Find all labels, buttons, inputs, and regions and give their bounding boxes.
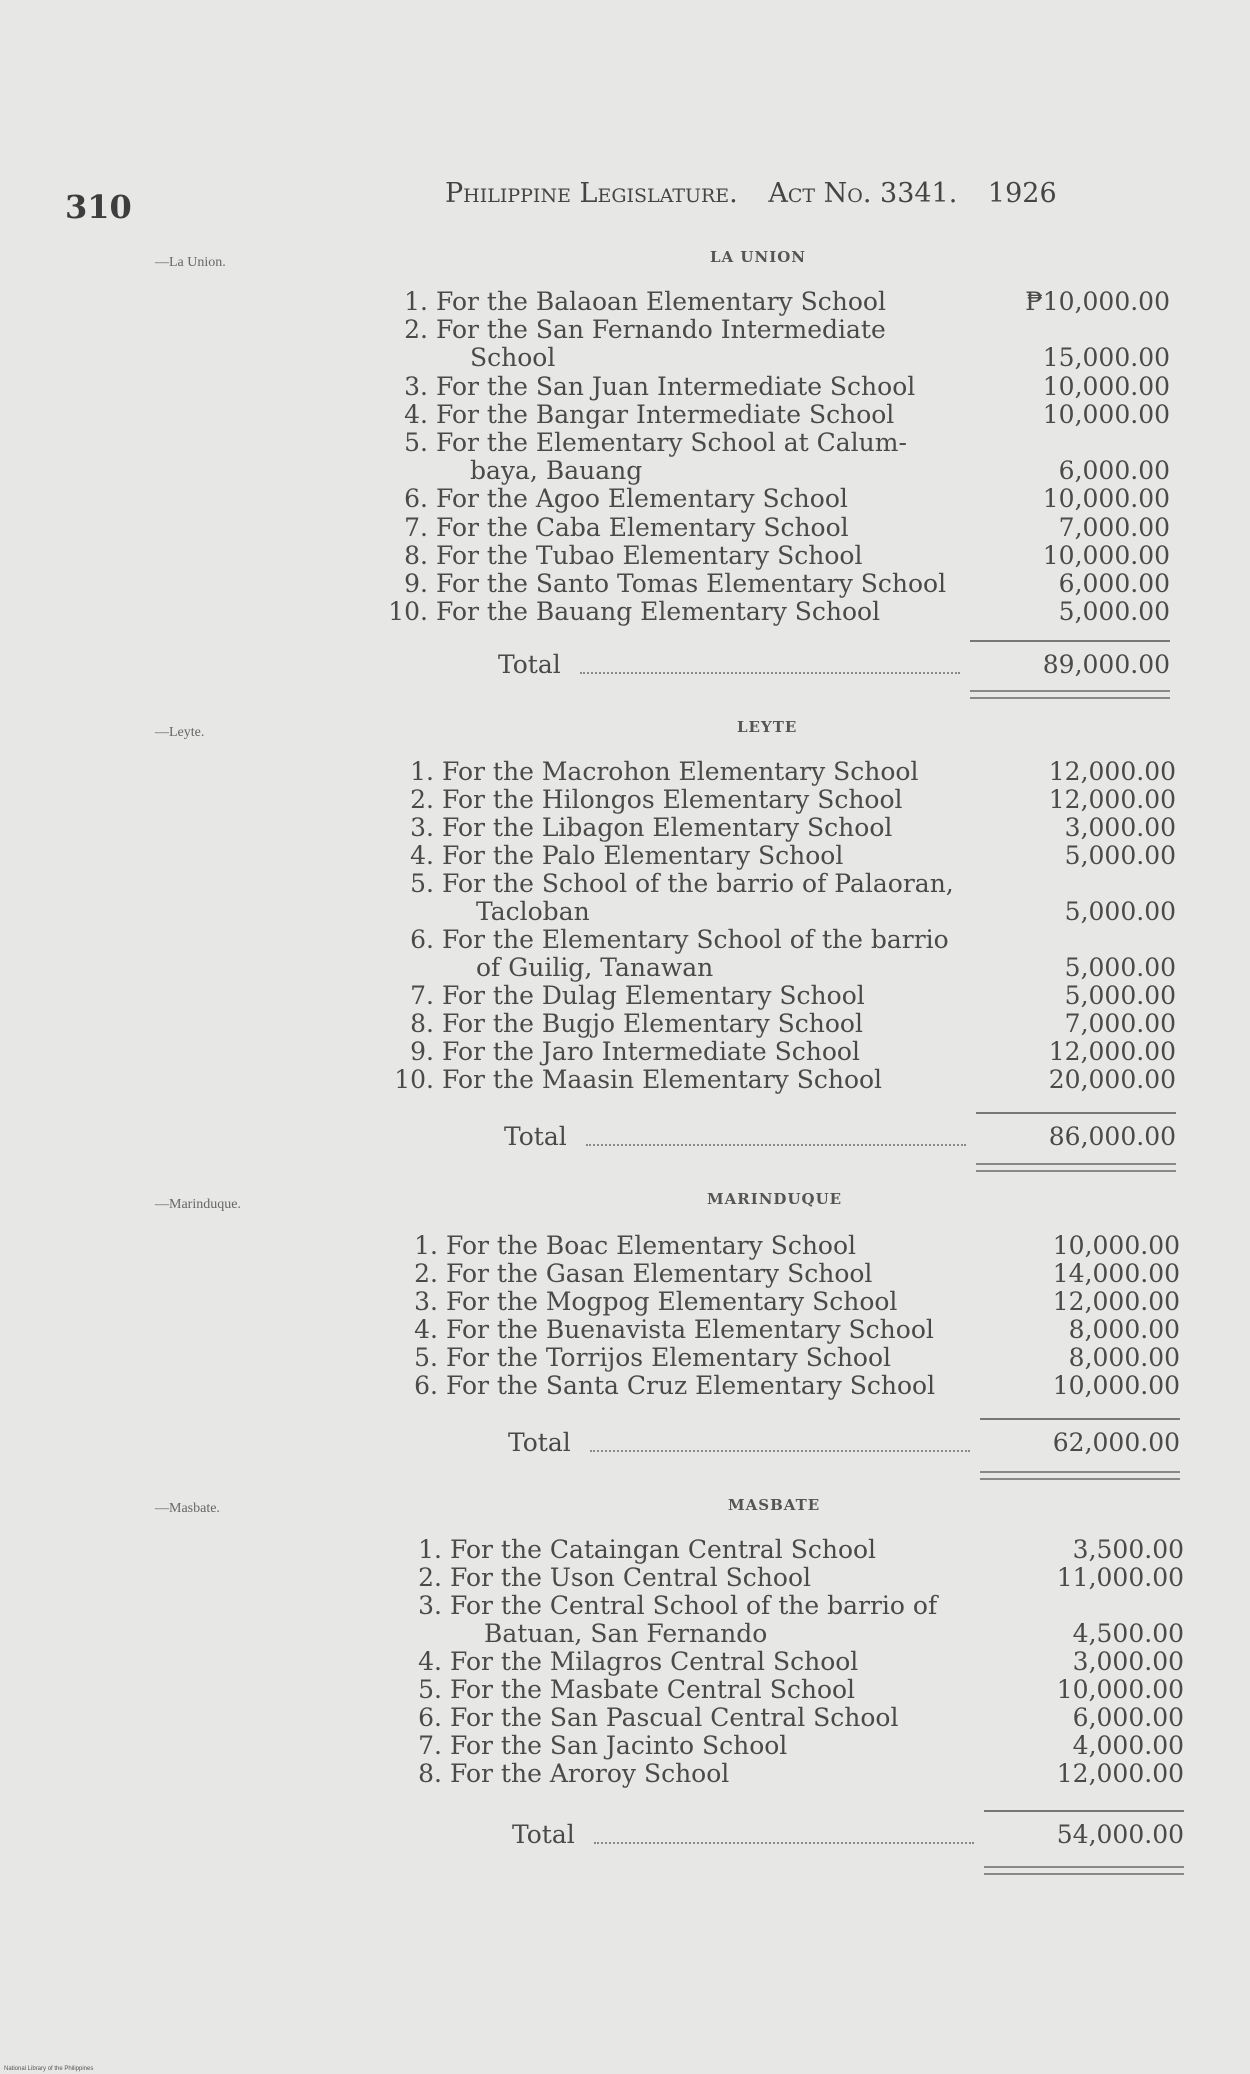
entry-amount: 3,000.00 [1064, 813, 1176, 842]
entry-row [370, 514, 1170, 542]
entry-label: For the San Jacinto School [450, 1731, 788, 1760]
entry-label: For the San Pascual Central School [450, 1703, 899, 1732]
leader-dots [590, 1450, 970, 1452]
entry-row [370, 457, 1170, 485]
entry-amount: 7,000.00 [1064, 1009, 1176, 1038]
entry-number: 2. [414, 1259, 438, 1288]
entry-amount: 12,000.00 [1048, 757, 1176, 786]
total-row [380, 1428, 1180, 1458]
entry-number: 4. [404, 399, 428, 429]
entry-row [376, 898, 1176, 926]
entry-amount: 12,000.00 [1052, 1287, 1180, 1316]
entry-number: 1. [418, 1535, 442, 1564]
entry-amount: ₱10,000.00 [1025, 287, 1170, 316]
entry-row [384, 1592, 1184, 1620]
entry-row [370, 344, 1170, 372]
total-label: Total [504, 1122, 567, 1151]
entry-number: 5. [414, 1343, 438, 1372]
entry-label: School [470, 343, 556, 373]
total-row [370, 650, 1170, 680]
running-head [445, 178, 1079, 209]
total-amount: 89,000.00 [1042, 650, 1170, 679]
entry-label: For the School of the barrio of Palaoran, [442, 869, 954, 898]
entry-label: For the Maasin Elementary School [442, 1065, 883, 1094]
sum-rule [980, 1418, 1180, 1420]
entry-label: baya, Bauang [470, 456, 643, 486]
entry-number: 8. [404, 540, 428, 570]
entry-label: For the Masbate Central School [450, 1675, 856, 1704]
entry-amount: 6,000.00 [1072, 1703, 1184, 1732]
total-label: Total [498, 650, 561, 679]
entry-amount: 15,000.00 [1042, 343, 1170, 373]
entry-row [380, 1232, 1180, 1260]
entry-amount: 10,000.00 [1052, 1231, 1180, 1260]
sum-rule [984, 1810, 1184, 1812]
entry-amount: 10,000.00 [1042, 484, 1170, 514]
section-sidenote: —Leyte. [155, 725, 205, 740]
entry-amount: 3,000.00 [1072, 1647, 1184, 1676]
entry-number: 2. [410, 785, 434, 814]
section-sidenote: —Marinduque. [155, 1197, 241, 1212]
entry-amount: 5,000.00 [1064, 841, 1176, 870]
entry-amount: 3,500.00 [1072, 1535, 1184, 1564]
entry-row [376, 954, 1176, 982]
entry-label: For the Santa Cruz Elementary School [446, 1371, 936, 1400]
entry-number: 2. [404, 315, 428, 345]
entry-number: 1. [404, 287, 428, 316]
entry-amount: 10,000.00 [1042, 540, 1170, 570]
entry-number: 8. [410, 1009, 434, 1038]
entry-row [370, 316, 1170, 344]
entry-label: For the Gasan Elementary School [446, 1259, 873, 1288]
entry-number: 9. [410, 1037, 434, 1066]
entry-row [370, 542, 1170, 570]
sum-rule [976, 1112, 1176, 1114]
entry-row [370, 485, 1170, 513]
section-sidenote: —Masbate. [155, 1501, 220, 1516]
total-label: Total [512, 1820, 575, 1849]
entry-label: For the Buenavista Elementary School [446, 1315, 934, 1344]
entry-number: 7. [410, 981, 434, 1010]
double-rule [970, 690, 1170, 699]
entry-amount: 6,000.00 [1058, 569, 1170, 598]
entry-label: For the San Juan Intermediate School [436, 371, 916, 401]
section-sidenote: —La Union. [155, 255, 226, 270]
entry-label: For the Tubao Elementary School [436, 540, 863, 570]
entry-number: 3. [410, 813, 434, 842]
entry-label: For the Boac Elementary School [446, 1231, 857, 1260]
entry-amount: 4,000.00 [1072, 1731, 1184, 1760]
entry-number: 10. [394, 1065, 434, 1094]
entry-row [384, 1760, 1184, 1788]
entry-row [384, 1676, 1184, 1704]
footer-credit: National Library of the Philippines [4, 2066, 94, 2072]
entry-row [370, 401, 1170, 429]
entry-amount: 7,000.00 [1058, 512, 1170, 542]
entry-number: 3. [418, 1591, 442, 1620]
entry-row [376, 982, 1176, 1010]
entry-amount: 8,000.00 [1068, 1343, 1180, 1372]
entry-amount: 10,000.00 [1042, 371, 1170, 401]
running-head-act: Act No. 3341. [768, 178, 958, 209]
entry-row [376, 758, 1176, 786]
entry-label: For the Palo Elementary School [442, 841, 844, 870]
entry-row [380, 1344, 1180, 1372]
entry-number: 8. [418, 1759, 442, 1788]
total-amount: 54,000.00 [1056, 1820, 1184, 1849]
section-title: MARINDUQUE [707, 1190, 843, 1208]
leader-dots [586, 1144, 966, 1146]
entry-label: For the Hilongos Elementary School [442, 785, 903, 814]
total-label: Total [508, 1428, 571, 1457]
leader-dots [594, 1842, 974, 1844]
leader-dots [580, 672, 960, 674]
entry-number: 4. [414, 1315, 438, 1344]
entry-amount: 5,000.00 [1064, 897, 1176, 926]
entry-label: For the Bauang Elementary School [436, 597, 881, 627]
entry-label: For the Aroroy School [450, 1759, 730, 1788]
entry-amount: 12,000.00 [1048, 785, 1176, 814]
entry-row [370, 288, 1170, 316]
entry-number: 7. [418, 1731, 442, 1760]
total-amount: 62,000.00 [1052, 1428, 1180, 1457]
entry-label: For the Jaro Intermediate School [442, 1037, 860, 1066]
entry-label: For the Dulag Elementary School [442, 981, 865, 1010]
entry-number: 1. [410, 757, 434, 786]
entry-number: 9. [404, 569, 428, 598]
entry-label: For the Santo Tomas Elementary School [436, 569, 947, 598]
entry-number: 5. [410, 869, 434, 898]
entry-amount: 8,000.00 [1068, 1315, 1180, 1344]
entry-row [376, 870, 1176, 898]
entry-label: For the Uson Central School [450, 1563, 812, 1592]
entry-amount: 5,000.00 [1064, 953, 1176, 982]
sum-rule [970, 640, 1170, 642]
entry-row [376, 1066, 1176, 1094]
entry-row [376, 842, 1176, 870]
total-amount: 86,000.00 [1048, 1122, 1176, 1151]
entry-label: For the Central School of the barrio of [450, 1591, 938, 1620]
entry-row [380, 1288, 1180, 1316]
entry-label: For the Milagros Central School [450, 1647, 859, 1676]
entry-label: For the Macrohon Elementary School [442, 757, 919, 786]
running-head-title: Philippine Legislature. [445, 178, 738, 209]
entry-row [376, 926, 1176, 954]
entry-amount: 12,000.00 [1056, 1759, 1184, 1788]
entry-amount: 12,000.00 [1048, 1037, 1176, 1066]
entry-row [376, 814, 1176, 842]
entry-number: 4. [410, 841, 434, 870]
entry-number: 7. [404, 512, 428, 542]
total-row [376, 1122, 1176, 1152]
entry-amount: 10,000.00 [1042, 399, 1170, 429]
entry-label: Batuan, San Fernando [484, 1619, 768, 1648]
entry-row [376, 1010, 1176, 1038]
section-title: LEYTE [737, 718, 798, 736]
entry-label: For the Mogpog Elementary School [446, 1287, 898, 1316]
entry-row [380, 1372, 1180, 1400]
entry-label: For the Cataingan Central School [450, 1535, 877, 1564]
entry-amount: 5,000.00 [1064, 981, 1176, 1010]
entry-label: For the Agoo Elementary School [436, 484, 848, 514]
entry-number: 10. [388, 597, 428, 627]
entry-number: 1. [414, 1231, 438, 1260]
entry-label: Tacloban [476, 897, 590, 926]
entry-row [384, 1536, 1184, 1564]
entry-amount: 6,000.00 [1058, 456, 1170, 486]
entry-label: For the Balaoan Elementary School [436, 287, 886, 316]
double-rule [980, 1471, 1180, 1480]
entry-number: 2. [418, 1563, 442, 1592]
entry-label: For the Bugjo Elementary School [442, 1009, 863, 1038]
entry-number: 6. [418, 1703, 442, 1732]
entry-label: For the San Fernando Intermediate [436, 315, 886, 345]
entry-label: For the Elementary School at Calum- [436, 428, 907, 457]
entry-row [384, 1620, 1184, 1648]
entry-number: 6. [414, 1371, 438, 1400]
entry-row [376, 1038, 1176, 1066]
double-rule [976, 1163, 1176, 1172]
entry-row [380, 1316, 1180, 1344]
entry-number: 3. [414, 1287, 438, 1316]
total-row [384, 1820, 1184, 1850]
entry-number: 5. [418, 1675, 442, 1704]
entry-label: For the Bangar Intermediate School [436, 399, 895, 429]
section-title: MASBATE [728, 1496, 821, 1514]
entry-number: 6. [404, 484, 428, 514]
entry-label: For the Libagon Elementary School [442, 813, 893, 842]
double-rule [984, 1866, 1184, 1875]
entry-label: For the Torrijos Elementary School [446, 1343, 892, 1372]
entry-amount: 5,000.00 [1058, 597, 1170, 627]
entry-number: 3. [404, 371, 428, 401]
entry-label: For the Elementary School of the barrio [442, 925, 949, 954]
entry-row [380, 1260, 1180, 1288]
entry-row [384, 1648, 1184, 1676]
entry-label: of Guilig, Tanawan [476, 953, 714, 982]
entry-amount: 4,500.00 [1072, 1619, 1184, 1648]
entry-number: 6. [410, 925, 434, 954]
entry-row [384, 1704, 1184, 1732]
section-title: LA UNION [710, 248, 806, 266]
entry-row [370, 570, 1170, 598]
entry-row [370, 429, 1170, 457]
entry-number: 4. [418, 1647, 442, 1676]
entry-amount: 10,000.00 [1052, 1371, 1180, 1400]
entry-label: For the Caba Elementary School [436, 512, 849, 542]
page-number: 310 [65, 188, 132, 226]
entry-number: 5. [404, 428, 428, 457]
entry-amount: 14,000.00 [1052, 1259, 1180, 1288]
entry-row [370, 373, 1170, 401]
entry-amount: 10,000.00 [1056, 1675, 1184, 1704]
entry-row [384, 1732, 1184, 1760]
entry-amount: 20,000.00 [1048, 1065, 1176, 1094]
entry-row [370, 598, 1170, 626]
entry-row [384, 1564, 1184, 1592]
running-head-year: 1926 [987, 178, 1057, 209]
entry-amount: 11,000.00 [1056, 1563, 1184, 1592]
entry-row [376, 786, 1176, 814]
